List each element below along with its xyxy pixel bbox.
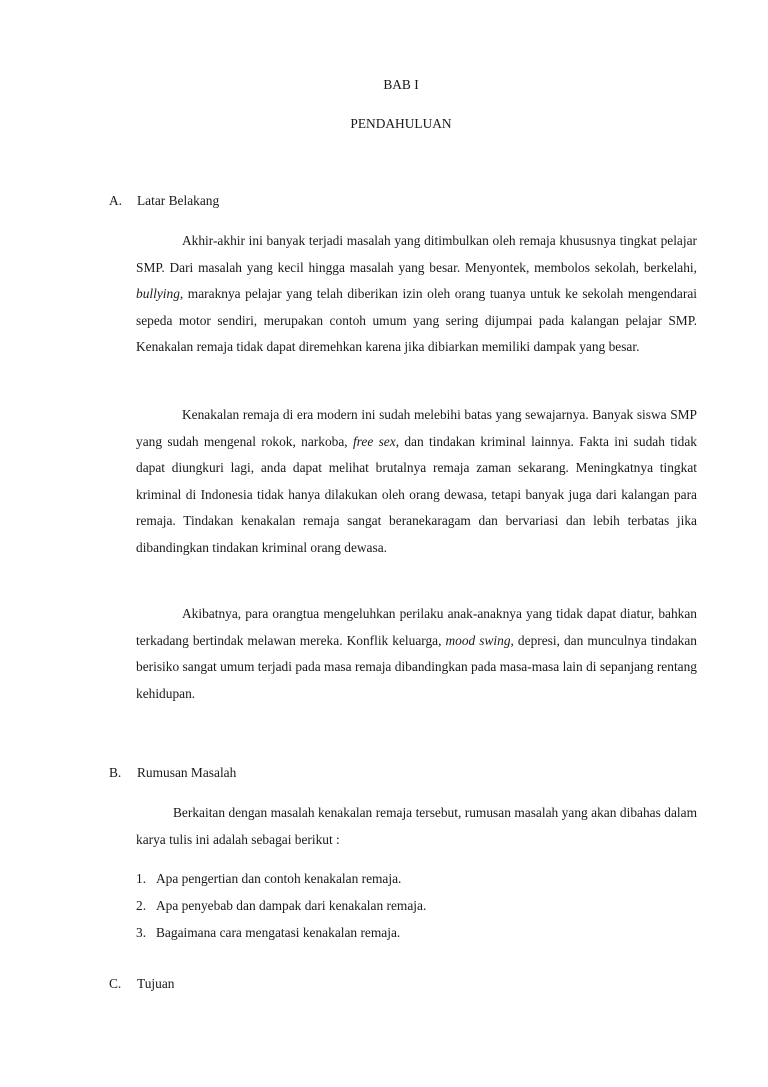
list-text: Apa pengertian dan contoh kenakalan remaja. <box>156 871 402 886</box>
section-title: Latar Belakang <box>137 193 220 208</box>
section-heading-b <box>109 765 236 781</box>
section-letter: C. <box>109 976 122 991</box>
emphasis-text: mood swing <box>445 632 511 648</box>
list-item <box>136 920 426 947</box>
emphasis-text: free sex <box>352 433 396 449</box>
section-title: Tujuan <box>137 976 175 991</box>
chapter-number: BAB I <box>383 77 419 92</box>
list-number: 3. <box>136 924 147 940</box>
paragraph-a1: Akhir-akhir ini banyak terjadi masalah yang ditimbulkan oleh remaja khususnya tingkat pelajar SMP. Dari masalah yang kecil hingga masalah yang besar. Menyontek, membolos sekolah, berkelahi, bullying, maraknya pelajar yang telah diberikan izin oleh orang tuanya untuk ke sekolah mengendarai sepeda motor sendiri, merupakan contoh umum yang sering dijumpai pada kalangan pelajar SMP. Kenakalan remaja tidak dapat diremehkan karena jika dibiarkan memiliki dampak yang besar. <box>136 233 697 355</box>
section-letter: B. <box>109 765 122 780</box>
paragraph-a2: Kenakalan remaja di era modern ini sudah melebihi batas yang sewajarnya. Banyak siswa SMP yang sudah mengenal rokok, narkoba, free sex, dan tindakan kriminal lainnya. Fakta ini sudah tidak dapat diungkuri lagi, anda dapat melihat brutalnya remaja zaman sekarang. Meningkatnya tingkat kriminal di Indonesia tidak hanya dilakukan oleh orang dewasa, tetapi banyak juga dari kalangan para remaja. Tindakan kenakalan remaja sangat beranekaragam dan bervariasi dan lebih terbatas jika dibandingkan tindakan kriminal orang dewasa. <box>136 407 697 555</box>
section-letter: A. <box>109 193 123 208</box>
problem-list <box>136 866 426 946</box>
list-text: Apa penyebab dan dampak dari kenakalan remaja. <box>156 897 427 913</box>
list-text: Bagaimana cara mengatasi kenakalan remaja. <box>156 924 401 940</box>
list-number: 1. <box>136 871 147 886</box>
list-item <box>136 866 426 893</box>
paragraph-b-intro: Berkaitan dengan masalah kenakalan remaja tersebut, rumusan masalah yang akan dibahas dalam karya tulis ini adalah sebagai berikut : <box>136 805 697 847</box>
chapter-title: PENDAHULUAN <box>350 116 452 131</box>
section-heading-c <box>109 976 174 992</box>
section-title: Rumusan Masalah <box>137 765 237 780</box>
paragraph-a3: Akibatnya, para orangtua mengeluhkan perilaku anak-anaknya yang tidak dapat diatur, bahkan terkadang bertindak melawan mereka. Konflik keluarga, mood swing, depresi, dan munculnya tindakan berisiko sangat umum terjadi pada masa remaja dibandingkan pada masa-masa lain di sepanjang rentang kehidupan. <box>136 606 697 701</box>
section-heading-a <box>109 193 219 209</box>
list-number: 2. <box>136 897 147 913</box>
list-item <box>136 893 426 920</box>
emphasis-text: bullying <box>136 286 180 302</box>
